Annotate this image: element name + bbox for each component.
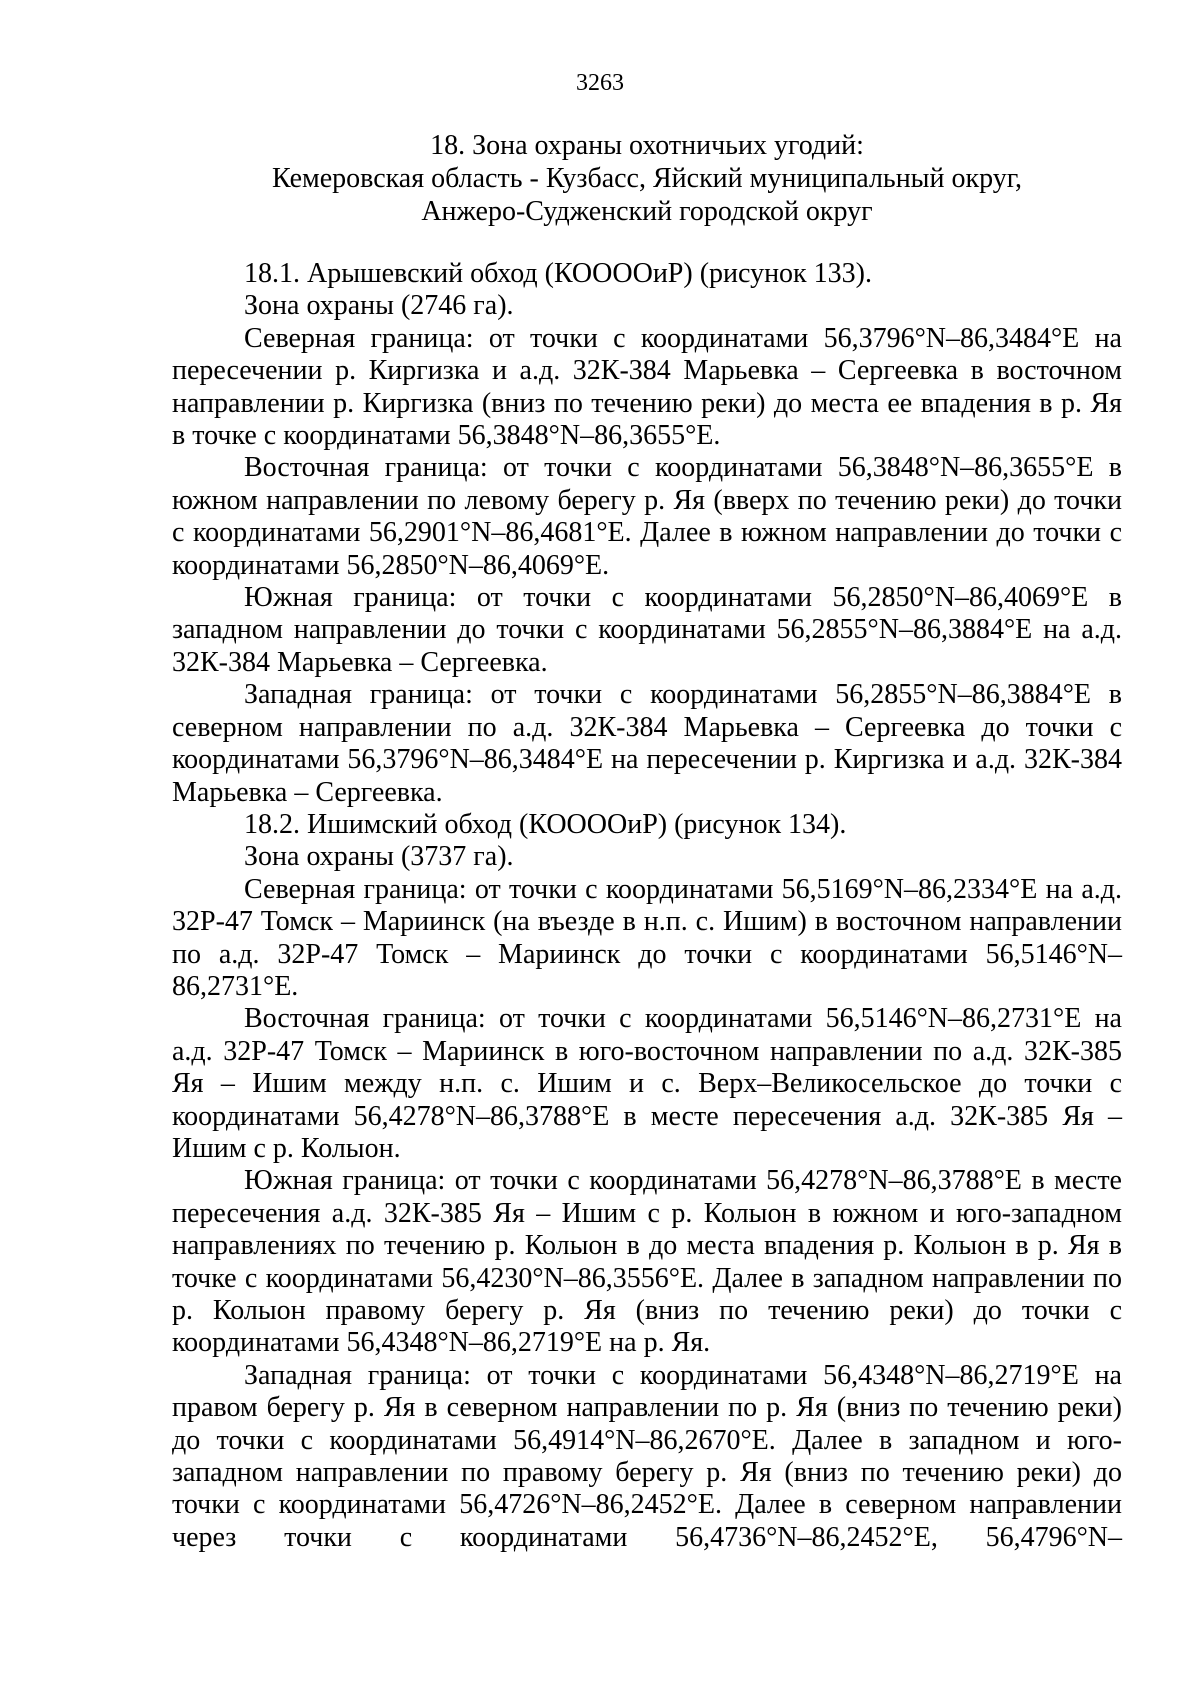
west-boundary-paragraph: Западная граница: от точки с координатами 56,4348°N–86,2719°E на правом берегу р. Яя в северном направлении по р. Яя (вниз по течению реки) до точки с координатами 56,4914°N–86,2670°E. Далее в западном и юго-западном направлении по правому берегу р. Яя (вниз по течению реки) до точки с координатами 56,4726°N–86,2452°E. Далее в северном направлении через точки с координатами 56,4736°N–86,2452°E, 56,4796°N– xyxy=(172,1359,1122,1553)
south-boundary-paragraph: Южная граница: от точки с координатами 56,4278°N–86,3788°E в месте пересечения а.д. 32К-385 Яя – Ишим с р. Колыон в южном и юго-западном направлениях по течению р. Колыон в до места впадения р. Колыон в р. Яя в точке с координатами 56,4230°N–86,3556°E. Далее в западном направлении по р. Колыон правому берегу р. Яя (вниз по течению реки) до точки с координатами 56,4348°N–86,2719°E на р. Яя. xyxy=(172,1165,1122,1359)
subsection-heading-18-1: 18.1. Арышевский обход (КООООиР) (рисунок 133). xyxy=(244,258,872,289)
west-boundary-paragraph: Западная граница: от точки с координатами 56,2855°N–86,3884°E в северном направлении по а.д. 32К-384 Марьевка – Сергеевка до точки с координатами 56,3796°N–86,3484°E на пересечении р. Киргизка и а.д. 32К-384 Марьевка – Сергеевка. xyxy=(172,679,1122,808)
east-boundary-paragraph: Восточная граница: от точки с координатами 56,5146°N–86,2731°E на а.д. 32Р-47 Томск – Мариинск в юго-восточном направлении по а.д. 32К-385 Яя – Ишим между н.п. с. Ишим и с. Верх–Великосельское до точки с координатами 56,4278°N–86,3788°E в месте пересечения а.д. 32К-385 Яя – Ишим с р. Колыон. xyxy=(172,1003,1122,1164)
title-line-3: Анжеро-Судженский городской округ xyxy=(421,196,873,227)
title-line-1: 18. Зона охраны охотничьих угодий: xyxy=(430,130,864,161)
south-boundary-paragraph: Южная граница: от точки с координатами 56,2850°N–86,4069°E в западном направлении до точки с координатами 56,2855°N–86,3884°E на а.д. 32К-384 Марьевка – Сергеевка. xyxy=(172,582,1122,678)
title-line-2: Кемеровская область - Кузбасс, Яйский муниципальный округ, xyxy=(271,163,1023,194)
east-boundary-paragraph: Восточная граница: от точки с координатами 56,3848°N–86,3655°E в южном направлении по левому берегу р. Яя (вверх по течению реки) до точки с координатами 56,2901°N–86,4681°E. Далее в южном направлении до точки с координатами 56,2850°N–86,4069°E. xyxy=(172,452,1122,581)
subsection-heading-18-2: 18.2. Ишимский обход (КООООиР) (рисунок 134). xyxy=(244,808,847,840)
document-body xyxy=(172,258,1122,1554)
protection-zone-area: Зона охраны (2746 га). xyxy=(244,290,514,322)
section-title xyxy=(172,129,1122,228)
north-boundary-paragraph: Северная граница: от точки с координатами 56,3796°N–86,3484°E на пересечении р. Киргизка и а.д. 32К-384 Марьевка – Сергеевка в восточном направлении р. Киргизка (вниз по течению реки) до места ее впадения в р. Яя в точке с координатами 56,3848°N–86,3655°E. xyxy=(172,322,1122,452)
protection-zone-area: Зона охраны (3737 га). xyxy=(244,841,514,873)
north-boundary-paragraph: Северная граница: от точки с координатами 56,5169°N–86,2334°E на а.д. 32Р-47 Томск – Мариинск (на въезде в н.п. с. Ишим) в восточном направлении по а.д. 32Р-47 Томск – Мариинск до точки с координатами 56,5146°N–86,2731°E. xyxy=(172,873,1122,1002)
page-number: 3263 xyxy=(576,70,624,96)
